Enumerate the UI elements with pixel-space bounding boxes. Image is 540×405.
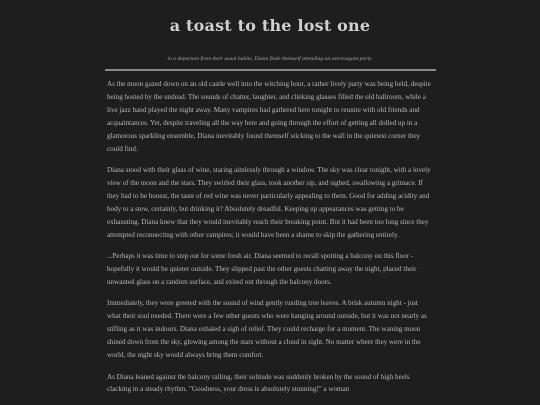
story-paragraph: As Diana leaned against the balcony railing, their solitude was suddenly broken by the sound of high heels clacking in a steady rhythm. "Goodness, your dress is absolutely stunning!" a woman: [107, 372, 410, 394]
story-paragraph: ...Perhaps it was time to step out for some fresh air. Diana seemed to recall spotting a balcony on this floor - hopefully it would be quieter outside. They slipped past the other guests chatting away the night, placed their unwanted glass on a random surface, and exited out through the balcony doors.: [107, 252, 417, 286]
work-title: a toast to the lost one: [169, 16, 371, 35]
story-body: [107, 78, 433, 396]
divider: [105, 69, 436, 71]
story-paragraph: Immediately, they were greeted with the sound of wind gently rustling tree leaves. A brisk autumn night - just what their soul needed. There were a few other guests who were hanging around outside, but it was not nearly as stifling as it was indoors. Diana exhaled a sigh of relief. They could recharge for a moment. The waning moon shined down from the sky, glowing among the stars without a cloud in sight. No matter where they were in the world, the night sky would always bring them comfort.: [107, 299, 427, 359]
story-paragraph: As the moon gazed down on an old castle well into the witching hour, a rather lively party was being held, despite being hosted by the undead. The sounds of chatter, laughter, and clinking glasses filled the old ballroom, while a live jazz band played the night away. Many vampires had gathered here tonight to reunite with old friends and acquaintances. Yet, despite traveling all the way here and going through the effort of getting all dolled up in a glamorous sparkling ensemble, Diana inevitably found themself sticking to the wall in the quietest corner they could find.: [107, 80, 431, 153]
work-summary: in a departure from their usual habits, Diana finds themself attending an extravagant party.: [167, 56, 373, 62]
story-paragraph: Diana stood with their glass of wine, staring aimlessly through a window. The sky was clear tonight, with a lovely view of the moon and the stars. They swirled their glass, took another sip, and sighed, swallowing a grimace. If they had to be honest, the taste of red wine was never particularly appealing to them. Good for adding acidity and body to a stew, certainly, but drinking it? Absolutely dreadful. Keeping up appearances was getting to be exhausting. Diana knew that they would inevitably reach their breaking point. But it had been too long since they attempted reconnecting with other vampires; it would have been a shame to skip the gathering entirely.: [107, 166, 431, 239]
